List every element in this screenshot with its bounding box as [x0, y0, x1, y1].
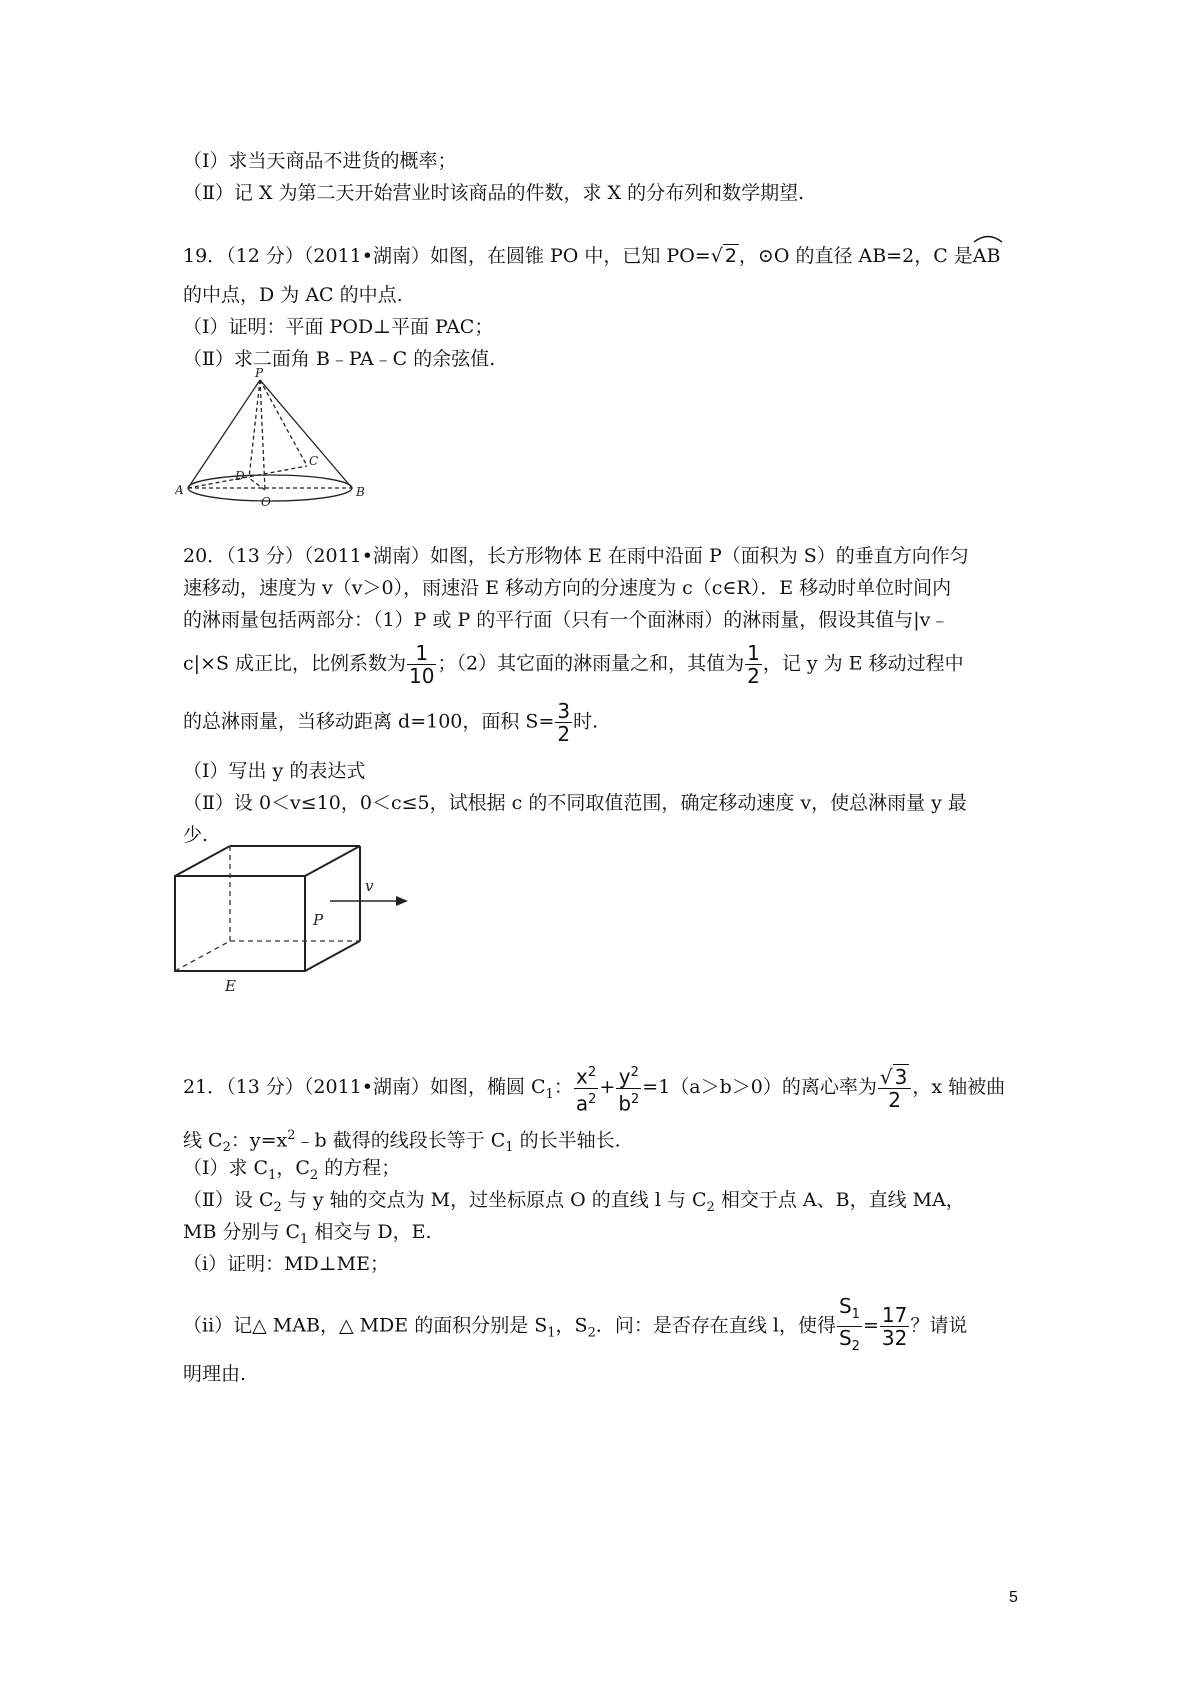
q21-part1-text-c: 的方程；: [318, 1157, 401, 1179]
cone-chord-ac: [188, 466, 307, 488]
fraction-numerator: [878, 1066, 911, 1089]
subscript: 1: [851, 1307, 860, 1322]
q21-line2-text-d: 的长半轴长.: [513, 1129, 621, 1152]
fraction-denominator: 2: [888, 1087, 901, 1112]
q20-line2: 速移动，速度为 v（v＞0），雨速沿 E 移动方向的分速度为 c（c∈R）．E 移动时单位时间内: [183, 577, 952, 599]
var-s: S: [838, 1326, 852, 1350]
q21-sub-ii: [183, 1295, 967, 1358]
subscript: 1: [545, 1086, 554, 1102]
subscript: 2: [706, 1199, 715, 1215]
q20-line4-text-b: ；（2）其它面的淋雨量之和，其值为: [437, 652, 745, 675]
subscript: 2: [851, 1339, 860, 1354]
var-a: a: [575, 1091, 589, 1116]
box-bottom-right-edge: [305, 941, 360, 971]
fraction-one-tenth: [407, 642, 436, 687]
subscript: 1: [268, 1167, 277, 1183]
fraction-numerator: [616, 1062, 641, 1089]
box-top-left-edge: [175, 846, 230, 876]
q20-part2-line1: （Ⅱ）设 0＜v≤10，0＜c≤5，试根据 c 的不同取值范围，确定移动速度 v，使总淋雨量 y 最: [183, 792, 967, 814]
subscript: 2: [587, 1325, 596, 1341]
q19-line2: 的中点，D 为 AC 的中点.: [183, 284, 403, 306]
fraction-denominator: [837, 1327, 862, 1358]
page-number: 5: [1009, 1589, 1018, 1606]
q21-line2-text-b: ：y=x: [230, 1129, 288, 1152]
q20-line3: 的淋雨量包括两部分：（1）P 或 P 的平行面（只有一个面淋雨）的淋雨量，假设其值与|v﹣: [183, 609, 950, 631]
box-hidden-depth-edge: [175, 941, 230, 971]
q20-line4-text-a: c|×S 成正比，比例系数为: [183, 652, 407, 675]
q21-sub-ii-text-b: ，S: [555, 1314, 588, 1337]
q21-line1: 21．（13 分）（2011•湖南）如图，椭圆 $C_1$： $\frac{x^2}{a^2}$ + $\frac{y^2}{b^2}$ =1（a＞b＞0）的离心率为 $\frac{√ 3}{2}$ ，x 轴被曲: [183, 1062, 1005, 1114]
fraction-numerator: [574, 1062, 599, 1089]
q20-line4: [183, 642, 964, 687]
q19-part2: （Ⅱ）求二面角 B﹣PA﹣C 的余弦值.: [183, 348, 496, 370]
cone-label-c: C: [309, 454, 319, 468]
cone-label-p: P: [255, 368, 264, 380]
box-figure: [170, 843, 420, 998]
q20-line5: [183, 700, 598, 745]
fraction-numerator: [837, 1295, 862, 1327]
q21-part2-text-c: 相交于点 A、B，直线 MA，: [714, 1189, 965, 1211]
q18-part2: （Ⅱ）记 X 为第二天开始营业时该商品的件数，求 X 的分布列和数学期望.: [183, 182, 805, 204]
cone-figure: [175, 368, 375, 518]
subscript: 1: [505, 1140, 514, 1156]
superscript: 2: [631, 1091, 640, 1107]
q21-part1-text-a: （Ⅰ）求 C: [183, 1157, 269, 1179]
var-y: y: [618, 1064, 631, 1089]
fraction-sqrt3-over-2: [878, 1066, 911, 1111]
arc-mark-icon: [973, 234, 1003, 243]
fraction-s1-over-s2: [837, 1295, 862, 1358]
superscript: 2: [630, 1065, 639, 1080]
q21-line1-text-b: ：: [553, 1076, 573, 1099]
q21-line2-text-c: ﹣b 截得的线段长等于 C: [295, 1129, 506, 1152]
q21-sub-ii-text-a: （ii）记△ MAB，△ MDE 的面积分别是 S: [183, 1314, 548, 1337]
cone-edge-pc: [260, 380, 307, 466]
q21-part1: [183, 1155, 400, 1189]
q20-part2-line2: 少.: [183, 824, 209, 846]
q21-part2-line2-text-a: MB 分别与 C: [183, 1221, 301, 1243]
fraction-x2-over-a2: [574, 1062, 599, 1114]
subscript: 2: [309, 1167, 319, 1183]
q21-sub-ii-text-d: ？请说: [910, 1314, 968, 1337]
superscript: 2: [287, 1128, 296, 1143]
fraction-numerator: 1: [747, 641, 760, 665]
q21-sub-i: （i）证明：MD⊥ME；: [183, 1253, 389, 1275]
q20-part1: （Ⅰ）写出 y 的表达式: [183, 760, 366, 782]
fraction-numerator: 3: [557, 699, 571, 723]
subscript: 2: [222, 1140, 231, 1156]
fraction-denominator: 2: [557, 722, 571, 746]
box-label-v: v: [365, 877, 374, 895]
box-front-face: [175, 876, 305, 971]
superscript: 2: [587, 1065, 597, 1080]
arc-label: AB: [972, 245, 1001, 267]
fraction-17-over-32: [880, 1304, 909, 1349]
q19-line1-text-a: 19．（12 分）（2011•湖南）如图，在圆锥 PO 中，已知 PO=: [183, 245, 711, 267]
fraction-denominator: [574, 1089, 599, 1115]
fraction-denominator: 10: [409, 664, 435, 688]
q20-line5-text-a: 的总淋雨量，当移动距离 d=100，面积 S=: [183, 710, 555, 733]
cone-label-a: A: [175, 483, 184, 497]
subscript: 1: [547, 1325, 556, 1341]
q21-part1-text-b: ，C: [276, 1157, 310, 1179]
box-label-p: P: [313, 911, 324, 929]
var-x: x: [576, 1064, 588, 1089]
q21-sub-ii-text-c: ．问：是否存在直线 l，使得: [595, 1314, 836, 1337]
var-b: b: [618, 1091, 632, 1116]
q20-line5-text-b: 时.: [573, 710, 599, 733]
q21-part2-line1: [183, 1187, 965, 1221]
sqrt-radicand: 3: [894, 1064, 908, 1089]
velocity-arrow-icon: [396, 896, 408, 906]
q19-part1: （Ⅰ）证明：平面 POD⊥平面 PAC；: [183, 316, 494, 338]
q21-line1-text-a: 21．（13 分）（2011•湖南）如图，椭圆 C: [183, 1076, 546, 1099]
q21-part2-text-a: （Ⅱ）设 C: [183, 1189, 274, 1211]
arc-ab: [973, 243, 1001, 269]
equals-sign: =: [862, 1314, 879, 1337]
cone-label-d: D: [235, 469, 245, 483]
cone-label-b: B: [356, 485, 365, 499]
q21-line1-text-d: ，x 轴被曲: [912, 1076, 1006, 1099]
fraction-y2-over-b2: [616, 1062, 641, 1114]
q21-last-line: 明理由.: [183, 1363, 247, 1385]
sqrt-3: √ 3: [879, 1064, 908, 1089]
superscript: 2: [588, 1091, 597, 1107]
var-s: S: [838, 1294, 852, 1318]
q21-line1-text-c: =1（a＞b＞0）的离心率为: [642, 1076, 877, 1099]
fraction-numerator: 17: [881, 1303, 908, 1327]
cone-label-o: O: [261, 495, 271, 509]
q21-part2-text-b: 与 y 轴的交点为 M，过坐标原点 O 的直线 l 与 C: [281, 1189, 707, 1211]
sqrt-radicand: 2: [724, 245, 737, 267]
fraction-one-half: [745, 642, 762, 687]
fraction-three-halves: [555, 700, 572, 745]
sqrt-2: √ 2: [710, 245, 737, 267]
box-top-right-edge: [305, 846, 360, 876]
box-label-e: E: [225, 977, 236, 995]
fraction-denominator: [616, 1089, 641, 1115]
fraction-denominator: 32: [881, 1326, 908, 1350]
q19-line1-text-b: ，⊙O 的直径 AB=2，C 是: [738, 245, 973, 267]
q20-line4-text-c: ，记 y 为 E 移动过程中: [762, 652, 964, 675]
fraction-denominator: 2: [747, 664, 760, 688]
q18-part1: （Ⅰ）求当天商品不进货的概率；: [183, 150, 457, 172]
q21-line2-text-a: 线 C: [183, 1129, 223, 1152]
subscript: 2: [273, 1199, 282, 1215]
q20-line1: 20．（13 分）（2011•湖南）如图，长方形物体 E 在雨中沿面 P（面积为 S）的垂直方向作匀: [183, 545, 969, 567]
subscript: 1: [300, 1231, 309, 1247]
q21-part2-line2: [183, 1219, 432, 1253]
q19-line1: [183, 243, 1000, 269]
q21-part2-line2-text-b: 相交与 D，E.: [308, 1221, 432, 1243]
fraction-numerator: 1: [407, 642, 436, 665]
